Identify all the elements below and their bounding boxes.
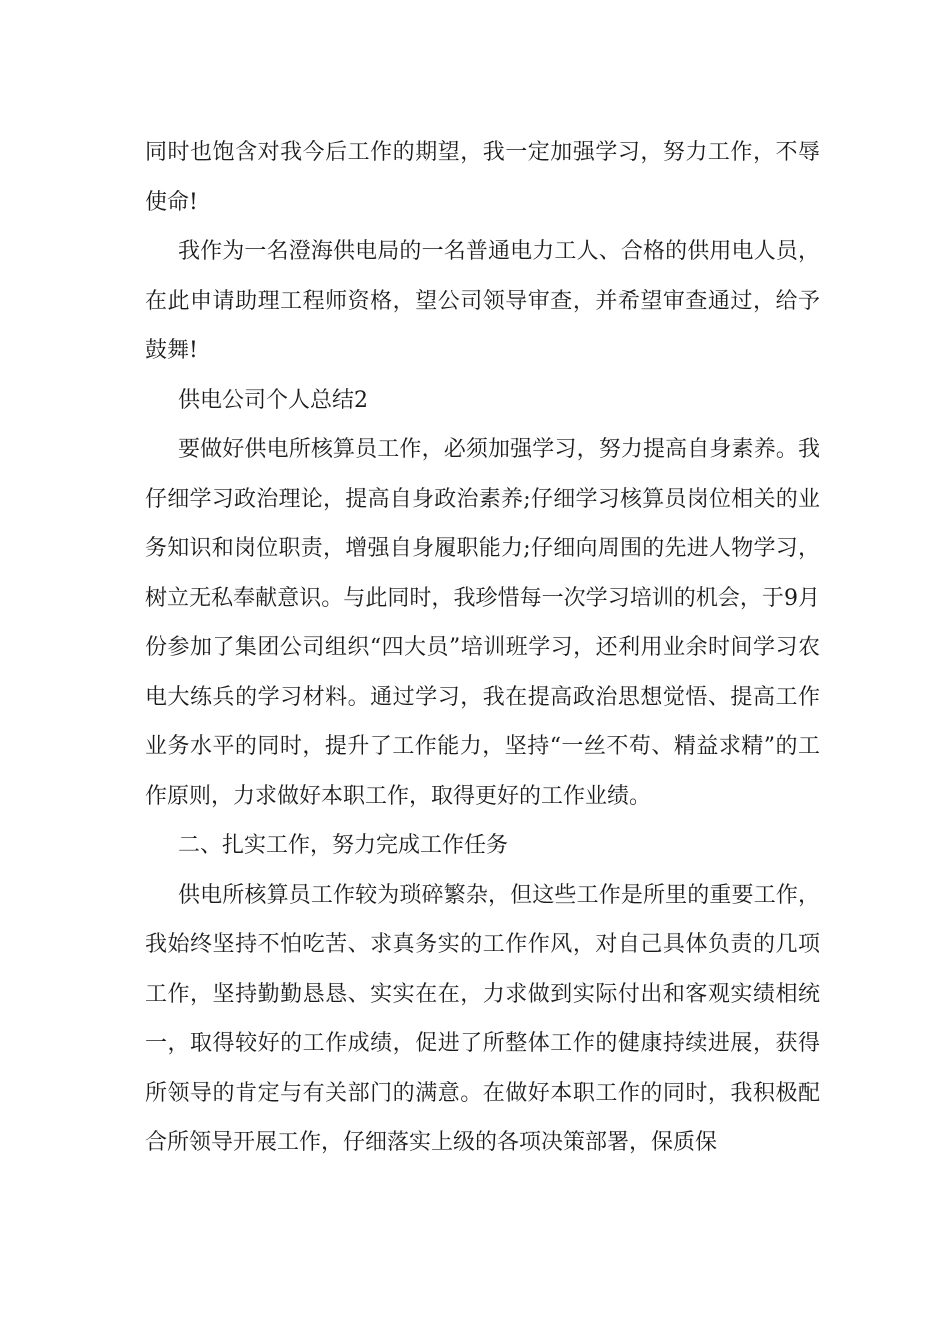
paragraph-work: 供电所核算员工作较为琐碎繁杂，但这些工作是所里的重要工作，我始终坚持不怕吃苦、求真务实的工作作风，对自己具体负责的几项工作，坚持勤勤恳恳、实实在在，力求做到实际付出和客观实绩相统一，取得较好的工作成绩，促进了所整体工作的健康持续进展，获得所领导的肯定与有关部门的满意。在做好本职工作的同时，我积极配合所领导开展工作，仔细落实上级的各项决策部署，保质保 <box>145 882 820 1155</box>
document-body <box>145 128 820 1168</box>
paragraph-continuation: 同时也饱含对我今后工作的期望，我一定加强学习，努力工作，不辱使命! <box>145 140 820 215</box>
section-heading-work: 二、扎实工作，努力完成工作任务 <box>178 833 509 858</box>
paragraph-study: 要做好供电所核算员工作，必须加强学习，努力提高自身素养。我仔细学习政治理论，提高自身政治素养;仔细学习核算员岗位相关的业务知识和岗位职责，增强自身履职能力;仔细向周围的先进人物学习，树立无私奉献意识。与此同时，我珍惜每一次学习培训的机会，于9月份参加了集团公司组织“四大员”培训班学习，还利用业余时间学习农电大练兵的学习材料。通过学习，我在提高政治思想觉悟、提高工作业务水平的同时，提升了工作能力，坚持“一丝不苟、精益求精”的工作原则，力求做好本职工作，取得更好的工作业绩。 <box>145 437 820 809</box>
paragraph-application: 我作为一名澄海供电局的一名普通电力工人、合格的供用电人员，在此申请助理工程师资格，望公司领导审查，并希望审查通过，给予鼓舞! <box>145 239 820 363</box>
section-heading-summary-2: 供电公司个人总结2 <box>178 387 368 413</box>
